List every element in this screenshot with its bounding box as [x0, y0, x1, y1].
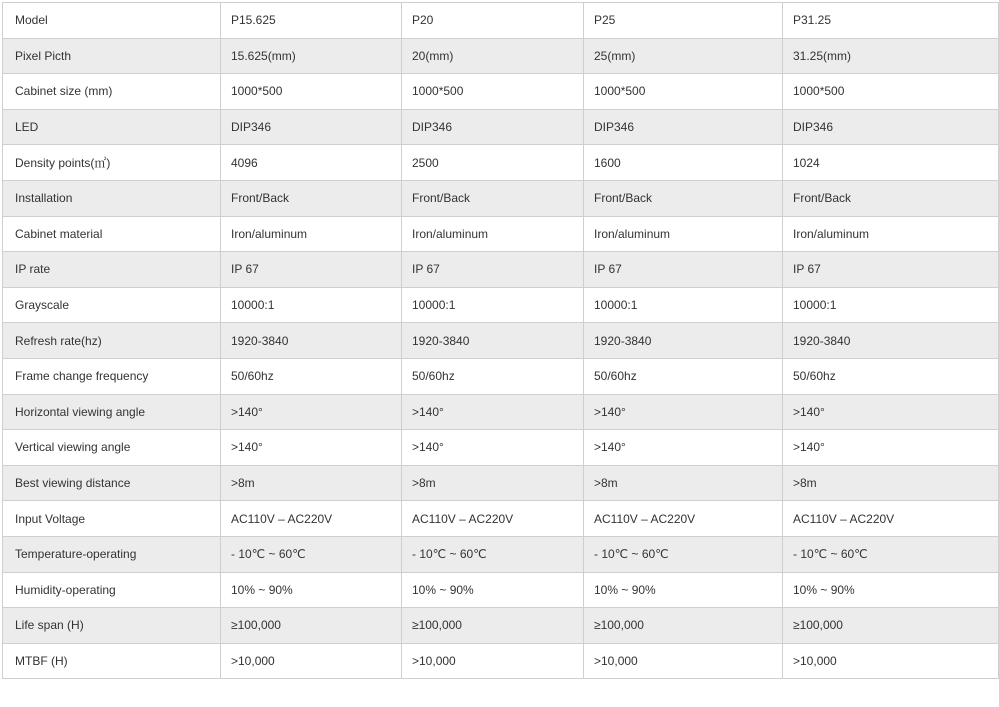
- value-cell-col1: IP 67: [221, 252, 402, 288]
- row-label-cell: Temperature-operating: [3, 536, 221, 572]
- value-cell-col4: - 10℃ ~ 60℃: [783, 536, 999, 572]
- value-cell-col3: AC110V – AC220V: [584, 501, 783, 537]
- value-cell-col4: 1000*500: [783, 74, 999, 110]
- value-cell-col3: 10000:1: [584, 287, 783, 323]
- value-cell-col3: IP 67: [584, 252, 783, 288]
- value-cell-col2: >10,000: [402, 643, 584, 679]
- row-label-cell: Vertical viewing angle: [3, 430, 221, 466]
- value-cell-col4: ≥100,000: [783, 608, 999, 644]
- value-cell-col3: >10,000: [584, 643, 783, 679]
- value-cell-col4: Iron/aluminum: [783, 216, 999, 252]
- value-cell-col4: IP 67: [783, 252, 999, 288]
- value-cell-col1: - 10℃ ~ 60℃: [221, 536, 402, 572]
- value-cell-col2: DIP346: [402, 109, 584, 145]
- value-cell-col3: >8m: [584, 465, 783, 501]
- table-row-cabinet-size: [3, 74, 999, 110]
- row-label-cell: Life span (H): [3, 608, 221, 644]
- row-label-cell: Humidity-operating: [3, 572, 221, 608]
- row-label-cell: Cabinet material: [3, 216, 221, 252]
- value-cell-col2: 10000:1: [402, 287, 584, 323]
- row-label-cell: Grayscale: [3, 287, 221, 323]
- value-cell-col2: IP 67: [402, 252, 584, 288]
- row-label-cell: Refresh rate(hz): [3, 323, 221, 359]
- value-cell-col3: 50/60hz: [584, 358, 783, 394]
- value-cell-col1: 1920-3840: [221, 323, 402, 359]
- row-label-cell: LED: [3, 109, 221, 145]
- value-cell-col4: 10000:1: [783, 287, 999, 323]
- value-cell-col1: 15.625(mm): [221, 38, 402, 74]
- table-row-input-voltage: [3, 501, 999, 537]
- value-cell-col3: 25(mm): [584, 38, 783, 74]
- row-label-cell: IP rate: [3, 252, 221, 288]
- row-label-cell: Frame change frequency: [3, 358, 221, 394]
- value-cell-col1: >8m: [221, 465, 402, 501]
- value-cell-col4: 10% ~ 90%: [783, 572, 999, 608]
- value-cell-col2: 1920-3840: [402, 323, 584, 359]
- value-cell-col2: P20: [402, 3, 584, 39]
- table-row-vertical-viewing-angle: [3, 430, 999, 466]
- value-cell-col2: 10% ~ 90%: [402, 572, 584, 608]
- value-cell-col2: 50/60hz: [402, 358, 584, 394]
- row-label-cell: Input Voltage: [3, 501, 221, 537]
- table-row-mtbf: [3, 643, 999, 679]
- table-row-frame-change-frequency: [3, 358, 999, 394]
- row-label-cell: Horizontal viewing angle: [3, 394, 221, 430]
- value-cell-col1: DIP346: [221, 109, 402, 145]
- value-cell-col2: 20(mm): [402, 38, 584, 74]
- table-row-installation: [3, 180, 999, 216]
- row-label-cell: Best viewing distance: [3, 465, 221, 501]
- table-row-horizontal-viewing-angle: [3, 394, 999, 430]
- value-cell-col4: 50/60hz: [783, 358, 999, 394]
- value-cell-col4: >8m: [783, 465, 999, 501]
- value-cell-col2: - 10℃ ~ 60℃: [402, 536, 584, 572]
- value-cell-col1: Iron/aluminum: [221, 216, 402, 252]
- row-label-cell: Model: [3, 3, 221, 39]
- value-cell-col4: Front/Back: [783, 180, 999, 216]
- value-cell-col1: >140°: [221, 430, 402, 466]
- table-row-best-viewing-distance: [3, 465, 999, 501]
- value-cell-col3: 1000*500: [584, 74, 783, 110]
- row-label-cell: Cabinet size (mm): [3, 74, 221, 110]
- value-cell-col1: 10% ~ 90%: [221, 572, 402, 608]
- value-cell-col1: ≥100,000: [221, 608, 402, 644]
- value-cell-col1: AC110V – AC220V: [221, 501, 402, 537]
- value-cell-col2: 1000*500: [402, 74, 584, 110]
- value-cell-col2: >140°: [402, 394, 584, 430]
- value-cell-col1: Front/Back: [221, 180, 402, 216]
- value-cell-col1: P15.625: [221, 3, 402, 39]
- value-cell-col4: AC110V – AC220V: [783, 501, 999, 537]
- table-row-pixel-pitch: [3, 38, 999, 74]
- value-cell-col3: 1600: [584, 145, 783, 181]
- value-cell-col1: 10000:1: [221, 287, 402, 323]
- table-row-led: [3, 109, 999, 145]
- row-label-cell: Density points(㎡): [3, 145, 221, 181]
- table-row-life-span: [3, 608, 999, 644]
- value-cell-col3: Iron/aluminum: [584, 216, 783, 252]
- value-cell-col1: 1000*500: [221, 74, 402, 110]
- value-cell-col3: DIP346: [584, 109, 783, 145]
- value-cell-col2: >8m: [402, 465, 584, 501]
- value-cell-col4: 1920-3840: [783, 323, 999, 359]
- value-cell-col4: P31.25: [783, 3, 999, 39]
- value-cell-col4: >140°: [783, 430, 999, 466]
- table-row-grayscale: [3, 287, 999, 323]
- value-cell-col3: >140°: [584, 430, 783, 466]
- value-cell-col1: 50/60hz: [221, 358, 402, 394]
- value-cell-col1: >140°: [221, 394, 402, 430]
- value-cell-col4: >140°: [783, 394, 999, 430]
- value-cell-col1: 4096: [221, 145, 402, 181]
- value-cell-col3: - 10℃ ~ 60℃: [584, 536, 783, 572]
- table-row-refresh-rate: [3, 323, 999, 359]
- value-cell-col3: 1920-3840: [584, 323, 783, 359]
- table-row-cabinet-material: [3, 216, 999, 252]
- value-cell-col2: AC110V – AC220V: [402, 501, 584, 537]
- table-row-density-points: [3, 145, 999, 181]
- row-label-cell: Installation: [3, 180, 221, 216]
- value-cell-col3: ≥100,000: [584, 608, 783, 644]
- value-cell-col2: 2500: [402, 145, 584, 181]
- table-row-temperature-operating: [3, 536, 999, 572]
- row-label-cell: Pixel Picth: [3, 38, 221, 74]
- value-cell-col2: >140°: [402, 430, 584, 466]
- value-cell-col2: ≥100,000: [402, 608, 584, 644]
- value-cell-col3: >140°: [584, 394, 783, 430]
- table-row-humidity-operating: [3, 572, 999, 608]
- spec-table-body: [3, 3, 999, 679]
- spec-table: [2, 2, 999, 679]
- row-label-cell: MTBF (H): [3, 643, 221, 679]
- value-cell-col4: 1024: [783, 145, 999, 181]
- value-cell-col4: >10,000: [783, 643, 999, 679]
- value-cell-col2: Iron/aluminum: [402, 216, 584, 252]
- table-row-ip-rate: [3, 252, 999, 288]
- value-cell-col2: Front/Back: [402, 180, 584, 216]
- value-cell-col3: 10% ~ 90%: [584, 572, 783, 608]
- value-cell-col1: >10,000: [221, 643, 402, 679]
- value-cell-col3: P25: [584, 3, 783, 39]
- table-row-model: [3, 3, 999, 39]
- value-cell-col4: 31.25(mm): [783, 38, 999, 74]
- value-cell-col4: DIP346: [783, 109, 999, 145]
- value-cell-col3: Front/Back: [584, 180, 783, 216]
